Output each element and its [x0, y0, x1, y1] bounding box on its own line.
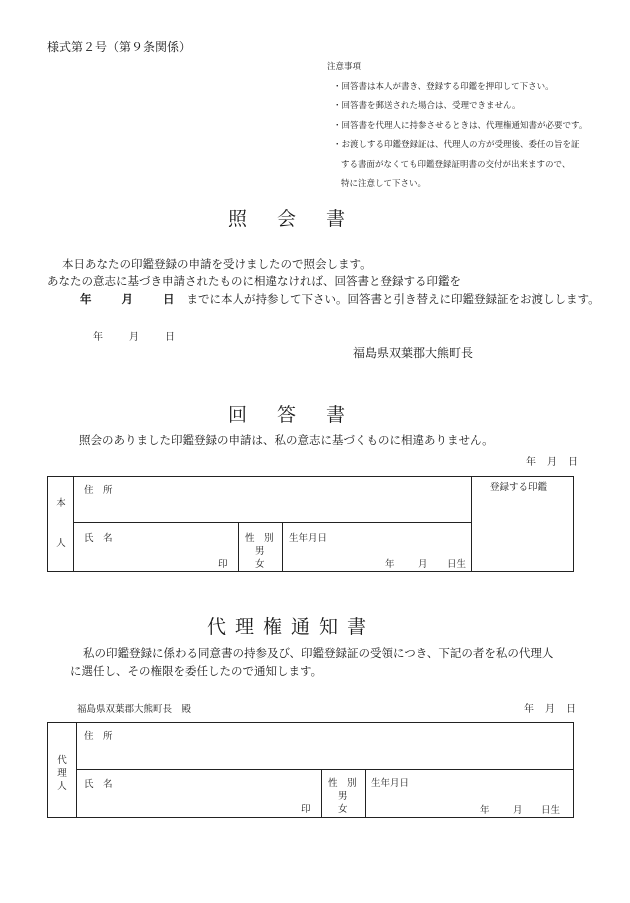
name-label: 氏 名 [84, 533, 113, 544]
sex-female: 女 [255, 559, 265, 570]
note-item: ・回答書は本人が書き、登録する印鑑を押印して下さい。 [333, 81, 554, 92]
inquiry-date: 年 月 日 [93, 332, 175, 343]
note-item: する書面がなくても印鑑登録証明書の交付が出来ますので、 [341, 159, 571, 170]
inquiry-title: 照会書 [228, 208, 376, 230]
stamp-mark: 印 [301, 804, 311, 815]
notes-block [327, 58, 587, 195]
address-label: 住 所 [84, 485, 113, 496]
sex-male: 男 [338, 791, 348, 802]
reply-date: 年 月 日 [526, 457, 578, 468]
deadline-date: 年 月 日 [80, 292, 175, 306]
birth-year: 年 [385, 559, 395, 570]
inquiry-line-2: あなたの意志に基づき申請されたものに相違なければ、回答書と登録する印鑑を [47, 274, 461, 288]
sex-female: 女 [338, 804, 348, 815]
inquiry-line-1: 本日あなたの印鑑登録の申請を受けましたので照会します。 [62, 257, 372, 271]
birth-month: 月 [418, 559, 428, 570]
reply-title: 回答書 [228, 404, 376, 426]
birth-day: 日生 [541, 805, 561, 816]
registered-seal-label: 登録する印鑑 [490, 482, 548, 493]
birth-year: 年 [480, 805, 490, 816]
name-label: 氏 名 [84, 779, 113, 790]
stamp-mark: 印 [218, 559, 228, 570]
birth-month: 月 [513, 805, 523, 816]
notes-title: 注意事項 [327, 62, 362, 72]
birth-label: 生年月日 [371, 778, 410, 789]
birth-label: 生年月日 [289, 533, 328, 544]
proxy-text-1: 私の印鑑登録に係わる同意書の持参及び、印鑑登録証の受領につき、下記の者を私の代理人 [83, 646, 554, 660]
person-label-1: 本 [56, 498, 66, 509]
note-item: ・回答書を代理人に持参させるときは、代理権通知書が必要です。 [333, 120, 588, 131]
proxy-title: 代理権通知書 [207, 616, 376, 638]
inquiry-line-3: 年 月 日 までに本人が持参して下さい。回答書と引き替えに印鑑登録証をお渡しします。 [80, 292, 600, 306]
proxy-date: 年 月 日 [524, 704, 576, 715]
sex-label: 性 別 [328, 778, 357, 789]
proxy-text-2: に選任し、その権限を委任したので通知します。 [70, 664, 323, 678]
agent-label: 代 理 人 [57, 755, 67, 792]
person-label-2: 人 [56, 538, 66, 549]
addressee: 福島県双葉郡大熊町長 殿 [77, 704, 192, 715]
note-item: ・回答書を郵送された場合は、受理できません。 [333, 101, 521, 111]
address-label: 住 所 [84, 731, 113, 742]
form-number: 様式第２号（第９条関係） [47, 40, 192, 54]
sex-male: 男 [255, 546, 265, 557]
note-item: ・お渡しする印鑑登録証は、代理人の方が受理後、委任の旨を証 [333, 140, 580, 150]
birth-day: 日生 [447, 559, 467, 570]
issuer: 福島県双葉郡大熊町長 [353, 346, 474, 360]
sex-label: 性 別 [245, 533, 274, 544]
note-item: 特に注意して下さい。 [341, 179, 427, 189]
reply-statement: 照会のありました印鑑登録の申請は、私の意志に基づくものに相違ありません。 [79, 433, 494, 447]
